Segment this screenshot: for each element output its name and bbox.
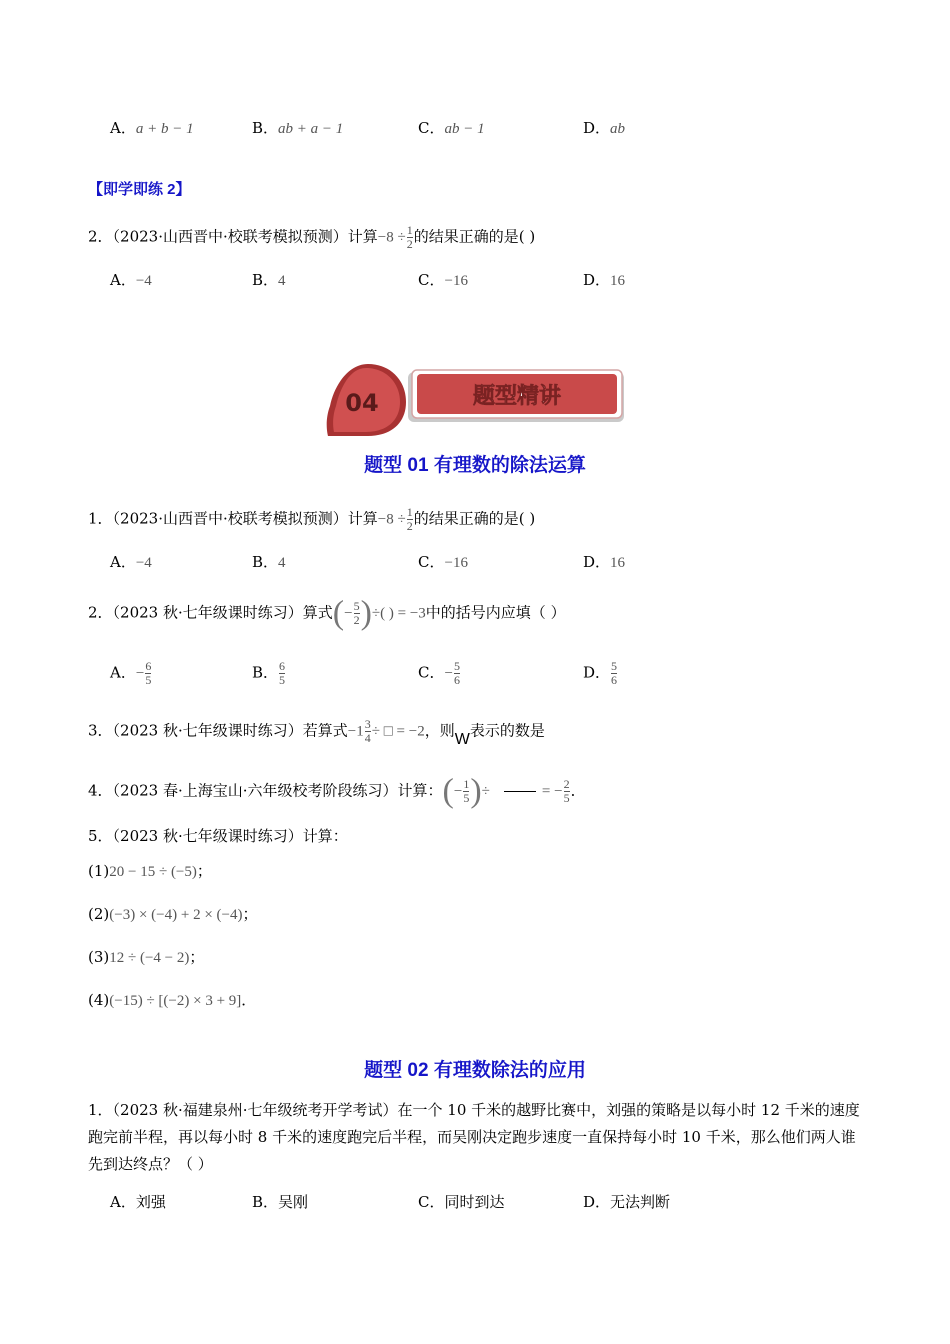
option-a: A．−4 [110, 271, 152, 289]
section-banner [320, 358, 630, 438]
question-1: 1．（2023·山西晋中·校联考模拟预测）计算−8 ÷ $\frac{1}{2}$ 的结果正确的是( ) [88, 505, 536, 533]
option-d: D． $\frac{5}{6}$ [583, 659, 618, 687]
option-b: B．4 [252, 271, 286, 289]
subquestion-1: (1)20 − 15 ÷ (−5)； [88, 862, 212, 880]
option-a: A．刘强 [110, 1193, 166, 1211]
subquestion-3: (3)12 ÷ (−4 − 2)； [88, 948, 205, 966]
question-4: 4．（2023 春·上海宝山·六年级校考阶段练习）计算：(− $\frac{1}{5}$ )÷ = − $\frac{2}{5}$ ． [88, 772, 586, 810]
option-d: D．16 [583, 553, 626, 571]
fraction: $\frac{1}{5}$ [463, 777, 470, 805]
subquestion-2: (2)(−3) × (−4) + 2 × (−4)； [88, 905, 258, 923]
option-b: B． $\frac{6}{5}$ [252, 659, 286, 687]
practice-header: 【即学即练 2】 [88, 181, 191, 198]
section-title-01: 题型 01 有理数的除法运算 [364, 455, 586, 476]
subquestion-4: (4)(−15) ÷ [(−2) × 3 + 9]． [88, 991, 257, 1009]
option-d: D．16 [583, 271, 626, 289]
option-a: A．a + b − 1 [110, 119, 194, 137]
question-3: 3．（2023 秋·七年级课时练习）若算式−1 $\frac{3}{4}$ ÷ □ = −2，则W表示的数是 [88, 717, 545, 748]
option-c: C．同时到达 [418, 1193, 505, 1211]
practice-question: 2．（2023·山西晋中·校联考模拟预测）计算−8 ÷ $\frac{1}{2}$ 的结果正确的是( ) [88, 223, 536, 251]
application-question-1: 1．（2023 秋·福建泉州·七年级统考开学考试）在一个 10 千米的越野比赛中，刘强的策略是以每小时 12 千米的速度跑完前半程，再以每小时 8 千米的速度跑完后半程，而吴刚决定跑步速度一直保持每小时 10 千米，那么他们两人谁先到达终点？（ ） [88, 1101, 860, 1173]
option-b: B．4 [252, 553, 286, 571]
option-a: A．−4 [110, 553, 152, 571]
fraction: $\frac{5}{2}$ [353, 599, 360, 627]
fraction: $\frac{3}{4}$ [364, 717, 371, 745]
w-symbol: W [454, 730, 470, 748]
option-c: C．ab − 1 [418, 119, 485, 137]
banner-title: 题型精讲 [472, 384, 562, 409]
option-b: B．ab + a − 1 [252, 119, 344, 137]
option-d: D．ab [583, 119, 626, 137]
answer-blank [504, 791, 536, 792]
option-b: B．吴刚 [252, 1193, 309, 1211]
fraction: $\frac{1}{2}$ [406, 505, 413, 533]
option-c: C．− $\frac{5}{6}$ [418, 659, 460, 687]
section-title-02: 题型 02 有理数除法的应用 [364, 1060, 586, 1081]
option-c: C．−16 [418, 271, 468, 289]
question-5: 5．（2023 秋·七年级课时练习）计算： [88, 827, 348, 845]
fraction: $\frac{1}{2}$ [406, 223, 413, 251]
banner-number: 04 [345, 389, 379, 417]
option-c: C．−16 [418, 553, 468, 571]
option-a: A．− $\frac{6}{5}$ [110, 659, 152, 687]
option-d: D．无法判断 [583, 1193, 671, 1211]
question-2: 2．（2023 秋·七年级课时练习）算式(− $\frac{5}{2}$ )÷( ) = −3中的括号内应填（ ） [88, 594, 566, 632]
